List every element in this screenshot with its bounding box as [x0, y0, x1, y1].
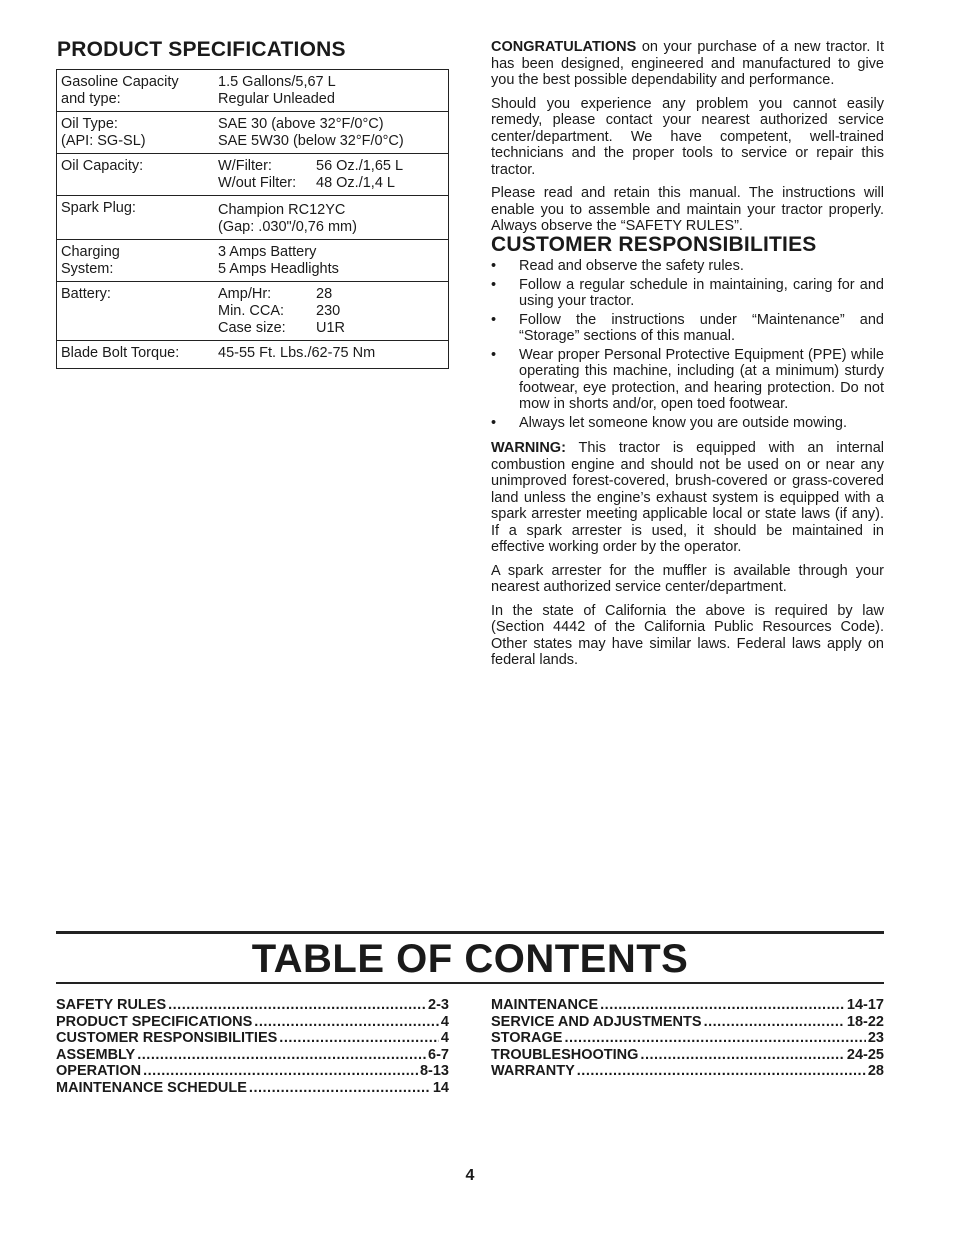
spec-key: Gasoline Capacity	[61, 74, 179, 90]
spec-key: (API: SG-SL)	[61, 133, 146, 149]
spec-value: (Gap: .030"/0,76 mm)	[218, 219, 357, 235]
spec-value: 5 Amps Headlights	[218, 261, 339, 277]
warning-paragraph	[491, 440, 884, 556]
toc-entry-label: SAFETY RULES	[56, 997, 167, 1013]
toc-entry[interactable]	[56, 1014, 449, 1031]
spec-subkey: W/Filter:	[218, 158, 272, 174]
toc-leader-dots	[704, 1014, 845, 1031]
toc-right-column	[491, 997, 884, 1080]
toc-entry-page: 18-22	[846, 1013, 884, 1030]
spec-subkey: Case size:	[218, 320, 286, 336]
toc-entry-label: ASSEMBLY	[56, 1046, 136, 1063]
toc-leader-dots	[600, 997, 845, 1014]
toc-entry[interactable]	[491, 1014, 884, 1031]
toc-leader-dots	[254, 1014, 439, 1031]
spec-value: Regular Unleaded	[218, 91, 335, 107]
spec-key: Spark Plug:	[61, 200, 136, 216]
spec-value: 28	[316, 286, 333, 302]
product-specifications-heading: PRODUCT SPECIFICATIONS	[57, 38, 346, 61]
toc-entry[interactable]	[491, 1047, 884, 1064]
toc-entry-label: PRODUCT SPECIFICATIONS	[56, 1013, 253, 1030]
toc-entry[interactable]	[56, 1047, 449, 1064]
california-law-paragraph: In the state of California the above is required by law (Section 4442 of the California Public Resources Code). Other states may have similar laws. Federal laws apply on federal lands.	[491, 602, 884, 668]
toc-entry[interactable]	[491, 1030, 884, 1047]
toc-entry[interactable]	[56, 1080, 449, 1097]
bullet-icon: •	[491, 414, 497, 431]
spec-value: 230	[316, 303, 341, 319]
spec-row-oil-type	[57, 112, 449, 154]
spec-key: Oil Capacity:	[61, 158, 144, 174]
toc-top-rule	[56, 931, 884, 934]
toc-entry-page: 14-17	[846, 997, 884, 1013]
responsibilities-list	[491, 258, 884, 433]
toc-entry-label: WARRANTY	[491, 1063, 575, 1079]
toc-entry[interactable]	[491, 1063, 884, 1080]
warning-section	[491, 440, 884, 676]
spec-value: Champion RC12YC	[218, 202, 346, 218]
toc-bottom-rule	[56, 982, 884, 984]
page-number: 4	[465, 1167, 475, 1184]
toc-leader-dots	[137, 1047, 426, 1064]
toc-leader-dots	[577, 1063, 866, 1080]
list-item	[491, 277, 884, 310]
toc-entry-page: 28	[867, 1063, 884, 1079]
spec-value: 3 Amps Battery	[218, 244, 317, 260]
spec-key: System:	[61, 261, 114, 277]
spec-row-blade-torque	[57, 341, 449, 369]
spec-key: Oil Type:	[61, 116, 118, 132]
toc-entry-label: SERVICE AND ADJUSTMENTS	[491, 1013, 702, 1030]
toc-leader-dots	[640, 1047, 844, 1064]
toc-entry[interactable]	[491, 997, 884, 1014]
bullet-icon: •	[491, 311, 497, 328]
spec-value: 56 Oz./1,65 L	[316, 158, 404, 174]
list-item-text: Always let someone know you are outside mowing.	[519, 414, 848, 431]
toc-leader-dots	[168, 997, 426, 1014]
toc-leader-dots	[564, 1030, 865, 1047]
list-item	[491, 347, 884, 413]
spec-key: and type:	[61, 91, 121, 107]
intro-section	[491, 39, 884, 242]
toc-entry-page: 4	[440, 1030, 449, 1046]
toc-entry-page: 8-13	[419, 1063, 449, 1079]
customer-responsibilities-heading: CUSTOMER RESPONSIBILITIES	[491, 233, 817, 256]
spark-arrester-paragraph: A spark arrester for the muffler is available through your nearest authorized service center/department.	[491, 562, 884, 595]
spec-key: Blade Bolt Torque:	[61, 345, 180, 361]
toc-leader-dots	[143, 1063, 418, 1080]
specifications-table	[56, 69, 449, 369]
toc-entry-page: 2-3	[428, 997, 449, 1013]
toc-entry-page: 14	[432, 1079, 449, 1096]
toc-entry-label: CUSTOMER RESPONSIBILITIES	[56, 1030, 278, 1046]
toc-entry-page: 6-7	[428, 1046, 449, 1063]
warning-lead: WARNING:	[491, 440, 566, 456]
list-item	[491, 312, 884, 345]
spec-row-gasoline	[57, 70, 449, 112]
spec-row-oil-capacity	[57, 154, 449, 196]
spec-value: 45-55 Ft. Lbs./62-75 Nm	[218, 345, 376, 361]
bullet-icon: •	[491, 276, 497, 293]
toc-entry-label: MAINTENANCE SCHEDULE	[56, 1079, 247, 1096]
toc-entry[interactable]	[56, 1063, 449, 1080]
toc-left-column	[56, 997, 449, 1096]
spec-value: 48 Oz./1,4 L	[316, 175, 395, 191]
toc-leader-dots	[279, 1030, 439, 1047]
spec-key: Battery:	[61, 286, 111, 302]
toc-leader-dots	[249, 1080, 431, 1097]
congratulations-text: on your purchase of a new tractor. It has been designed, engineered and manufactured to give you the best possible dependability and performance.	[491, 39, 884, 88]
toc-entry-label: MAINTENANCE	[491, 997, 599, 1013]
service-paragraph: Should you experience any problem you cannot easily remedy, please contact your nearest authorized service center/department. We have competent, well-trained technicians and the proper tools to service or repair this tractor.	[491, 95, 884, 178]
spec-subkey: W/out Filter:	[218, 175, 297, 191]
toc-entry[interactable]	[56, 997, 449, 1014]
list-item-text: Follow the instructions under “Maintenance” and “Storage” sections of this manual.	[519, 311, 884, 344]
list-item	[491, 415, 884, 432]
toc-entry-page: 23	[867, 1030, 884, 1046]
toc-entry-label: STORAGE	[491, 1030, 563, 1046]
congratulations-paragraph	[491, 39, 884, 89]
list-item	[491, 258, 884, 275]
bullet-icon: •	[491, 346, 497, 363]
toc-entry[interactable]	[56, 1030, 449, 1047]
spec-value: SAE 5W30 (below 32°F/0°C)	[218, 133, 404, 149]
toc-entry-label: OPERATION	[56, 1063, 142, 1079]
spec-value: U1R	[316, 320, 346, 336]
spec-row-charging	[57, 240, 449, 282]
spec-subkey: Min. CCA:	[218, 303, 285, 319]
list-item-text: Wear proper Personal Protective Equipment (PPE) while operating this machine, including (at a minimum) sturdy footwear, eye protection, and hearing protection. Do not mow in shorts and/or, open toed footwear.	[519, 346, 884, 412]
list-item-text: Follow a regular schedule in maintaining, caring for and using your tractor.	[519, 276, 884, 309]
congratulations-lead: CONGRATULATIONS	[491, 39, 637, 55]
toc-entry-label: TROUBLESHOOTING	[491, 1046, 639, 1063]
toc-entry-page: 4	[440, 1013, 449, 1030]
spec-value: SAE 30 (above 32°F/0°C)	[218, 116, 384, 132]
retain-manual-paragraph: Please read and retain this manual. The instructions will enable you to assemble and maintain your tractor properly. Always observe the “SAFETY RULES”.	[491, 185, 884, 234]
spec-key: Charging	[61, 244, 120, 260]
toc-entry-page: 24-25	[846, 1046, 884, 1063]
list-item-text: Read and observe the safety rules.	[519, 258, 744, 274]
spec-row-battery	[57, 282, 449, 341]
warning-text: This tractor is equipped with an internal combustion engine and should not be used on or near any unimproved forest-covered, brush-covered or grass-covered land unless the engine’s exhaust system is equipped with a spark arrester meeting applicable local or state laws (if any). If a spark arrester is used, it should be maintained in effective working order by the operator.	[491, 440, 884, 555]
table-of-contents-heading: TABLE OF CONTENTS	[251, 937, 689, 981]
spec-subkey: Amp/Hr:	[218, 286, 272, 302]
spec-row-spark-plug	[57, 196, 449, 240]
spec-value: 1.5 Gallons/5,67 L	[218, 74, 336, 90]
bullet-icon: •	[491, 258, 497, 274]
